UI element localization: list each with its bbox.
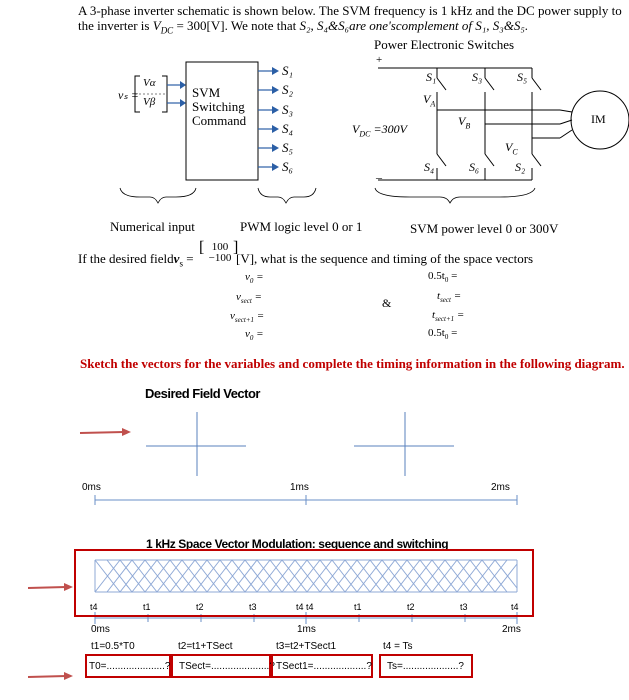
row-vsect-main: v (236, 291, 241, 303)
question-prefix-text: If the desired field (78, 251, 174, 266)
output-s6: S₆ (282, 159, 294, 174)
tick-t4-d: t4 (511, 602, 519, 612)
switch-s1: S₁ (426, 70, 437, 84)
vdc-value: =300V (370, 122, 407, 136)
time-label-1ms: 1ms (290, 482, 309, 493)
row-t0-b: $0.5t_0$ = (428, 327, 458, 342)
vector-bracket-right: ] (233, 239, 239, 256)
tsect-suffix: ? (269, 661, 275, 672)
problem-line-2-mid: = 300[V]. We note that (173, 18, 300, 33)
phase-vc-text: V (505, 140, 513, 154)
ampersand: & (382, 296, 392, 310)
row-tsect-main: t (437, 290, 441, 302)
problem-line-2-prefix: the inverter is (78, 18, 153, 33)
output-s2: S₂ (282, 82, 294, 97)
tick-t3-b: t3 (460, 602, 468, 612)
caption-pwm-logic: PWM logic level 0 or 1 (240, 219, 363, 234)
eq-t1: t1=0.5*T0 (91, 641, 135, 652)
row-vsect1: $v_{sect+1}$ = (230, 310, 265, 325)
svm-title: 1 kHz Space Vector Modulation: sequence and switching (146, 537, 449, 551)
row-tsect1-main: t (432, 309, 436, 321)
row-vsect1-sub: sect+1 (234, 316, 254, 325)
switch-s4: S₄ (424, 160, 435, 174)
tick-t2-b: t2 (407, 602, 415, 612)
time-label-0ms: 0ms (82, 482, 101, 493)
row-t0-a: $0.5t_0$ = (428, 270, 458, 285)
question-eq: = (182, 251, 194, 266)
problem-switch-relation: S₂, S₄&S₆are one'scomplement of S₁, S₃&S₅. (299, 18, 529, 33)
tick-t1-a: t1 (143, 602, 151, 612)
row-v0-a: $v_0$ = (245, 271, 264, 286)
bottom-label-2ms: 2ms (502, 624, 521, 635)
switches-title: Power Electronic Switches (374, 37, 515, 52)
switch-s3: S₃ (472, 70, 483, 84)
bottom-label-1ms: 1ms (297, 624, 316, 635)
row-v0-b-main: v (245, 328, 250, 340)
phase-vc-sub: C (512, 147, 518, 157)
phase-vb-sub: B (465, 121, 471, 131)
phase-va-sub: A (430, 99, 436, 109)
timeline (95, 495, 517, 505)
question-vs-sub: s (179, 258, 183, 269)
output-s5: S₅ (282, 140, 294, 155)
switch-s5: S₅ (517, 70, 528, 84)
output-s4: S₄ (282, 121, 294, 136)
tsect1-answer-box[interactable] (271, 654, 373, 678)
caption-svm-power: SVM power level 0 or 300V (410, 221, 559, 236)
switch-s2: S₂ (515, 160, 526, 174)
caption-numerical-input: Numerical input (110, 219, 195, 234)
question-vs: v (173, 251, 180, 266)
motor-label: IM (591, 112, 606, 126)
ts-answer-box[interactable] (379, 654, 473, 678)
tsect1-prefix: TSect1= (276, 661, 314, 672)
v-alpha: Vα (143, 77, 156, 89)
row-vsect-sub: sect (240, 297, 252, 306)
phase-vb-text: V (458, 114, 466, 128)
tsect1-answer-label: TSect1=...................? (276, 661, 372, 672)
eq-t2: t2=t1+TSect (178, 641, 233, 652)
row-tsect: $t_{sect}$ = (437, 290, 462, 305)
row-t0-b-main: 0.5t (428, 327, 445, 339)
output-s1: S₁ (282, 63, 294, 78)
tick-t1-b: t1 (354, 602, 362, 612)
phase-va-text: V (423, 92, 431, 106)
problem-line-1: A 3-phase inverter schematic is shown below. The SVM frequency is 1 kHz and the DC power supply to (78, 3, 622, 18)
red-arrow-icon (28, 583, 73, 591)
eq-t3: t3=t2+TSect1 (276, 641, 337, 652)
tick-t4-b: t4 (296, 602, 304, 612)
tick-t4-c: t4 (306, 602, 314, 612)
row-tsect-sub: sect (440, 296, 451, 305)
dc-plus: + (376, 54, 383, 66)
row-v0-b-sub: 0 (249, 334, 254, 343)
svm-line-2: Switching (192, 99, 245, 114)
switch-s6: S₆ (469, 160, 480, 174)
dc-minus: – (376, 170, 382, 184)
problem-vdc-sub: DC (160, 25, 174, 36)
tick-t4-a: t4 (90, 602, 98, 612)
ts-prefix: Ts= (387, 661, 403, 672)
row-t0-b-sub: 0 (444, 333, 449, 342)
vector-top: 100 (211, 241, 229, 253)
tsect-answer-box[interactable] (171, 654, 275, 678)
tick-t2-a: t2 (196, 602, 204, 612)
row-vsect1-main: v (230, 310, 235, 322)
t0-suffix: ? (164, 661, 171, 672)
t0-answer-label: T0=.....................? (89, 661, 171, 672)
eq-t4: t4 = Ts (383, 641, 413, 652)
red-arrow-icon (80, 428, 131, 436)
vs-label: vₛ = (118, 88, 139, 102)
vdc-sub: DC (359, 129, 371, 139)
tick-t3-a: t3 (249, 602, 257, 612)
t0-prefix: T0= (89, 661, 107, 672)
row-v0-a-sub: 0 (249, 277, 254, 286)
svm-line-3: Command (192, 113, 247, 128)
tsect-prefix: TSect= (179, 661, 211, 672)
vector-bracket-left: [ (199, 239, 205, 256)
bottom-label-0ms: 0ms (91, 624, 110, 635)
row-tsect1: $t_{sect+1}$ = (432, 309, 465, 324)
ts-answer-label: Ts=....................? (387, 661, 464, 672)
instruction-text: Sketch the vectors for the variables and complete the timing information in the following diagram. (80, 356, 625, 371)
tsect-answer-label: TSect=.....................? (179, 661, 275, 672)
row-tsect1-sub: sect+1 (435, 315, 455, 324)
svm-line-1: SVM (192, 85, 221, 100)
vdc-text: V (352, 122, 360, 136)
time-label-2ms: 2ms (491, 482, 510, 493)
vector-bottom: −100 (208, 252, 232, 264)
problem-vdc: V (152, 18, 161, 33)
v-beta: Vβ (143, 96, 156, 108)
output-s3: S₃ (282, 102, 294, 117)
t0-answer-box[interactable] (85, 654, 171, 678)
row-t0-a-main: 0.5t (428, 270, 445, 282)
row-t0-a-sub: 0 (444, 276, 449, 285)
ts-suffix: ? (458, 661, 464, 672)
red-arrow-icon (28, 672, 73, 680)
row-vsect: $v_{sect}$ = (236, 291, 262, 306)
question-suffix: [V], what is the sequence and timing of the space vectors (236, 251, 534, 266)
row-v0-a-main: v (245, 271, 250, 283)
desired-field-title: Desired Field Vector (145, 386, 260, 401)
tsect1-suffix: ? (366, 661, 372, 672)
row-v0-b: $v_0$ = (245, 328, 264, 343)
field-axes (146, 412, 454, 476)
